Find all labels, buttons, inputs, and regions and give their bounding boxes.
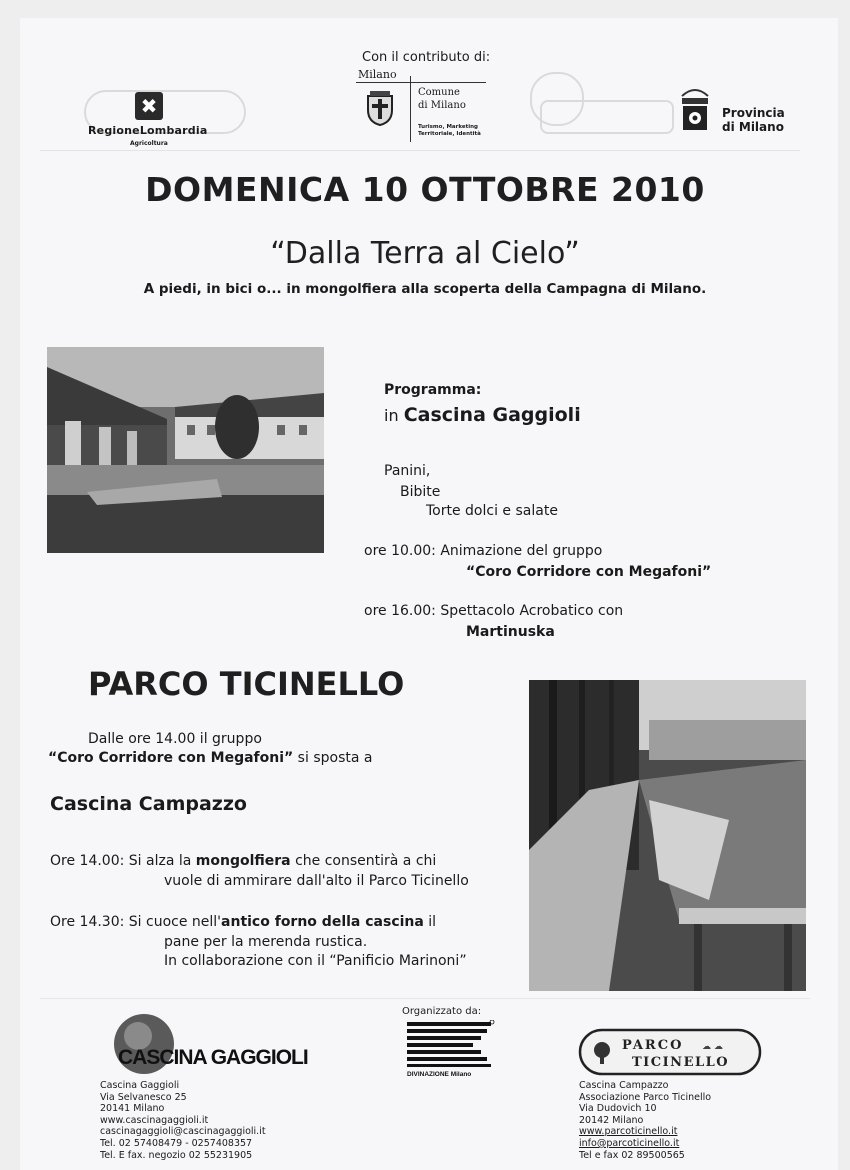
divinazione-logo-text: DIVINAZIONE Milano (407, 1071, 472, 1078)
parco-item-pre: Si alza la (128, 853, 196, 869)
parco-logo-line1: PARCO (622, 1038, 684, 1053)
regione-lombardia-logo-icon: ✖ (135, 92, 163, 120)
contact-line: 20141 Milano (100, 1103, 165, 1115)
parco-item (50, 912, 436, 932)
contact-email[interactable]: cascinagaggioli@cascinagaggioli.it (100, 1126, 266, 1138)
contact-email[interactable]: info@parcoticinello.it (579, 1137, 680, 1149)
provincia-milano-crest-icon (676, 84, 714, 134)
schedule-row (364, 543, 602, 559)
cloud-icon: ☁ ☁ (702, 1042, 723, 1052)
parco-intro-bold: “Coro Corridore con Megafoni” (48, 750, 294, 766)
parco-item-line2: vuole di ammirare dall'alto il Parco Ticinello (164, 873, 469, 889)
parco-item-time: Ore 14.30: (50, 914, 125, 930)
provincia-line1: Provincia (722, 106, 785, 120)
regione-sub: Agricoltura (130, 140, 168, 147)
menu-item: Panini, (384, 463, 431, 479)
menu-item: Bibite (400, 484, 441, 500)
event-title: “Dalla Terra al Cielo” (270, 236, 580, 271)
parco-intro-line2 (48, 750, 372, 766)
contact-line: Cascina Campazzo (579, 1080, 669, 1091)
parco-item-time: Ore 14.00: (50, 853, 125, 869)
organizzato-label: Organizzato da: (402, 1006, 482, 1017)
parco-item-pre: Si cuoce nell' (128, 914, 222, 930)
contact-line: Cascina Gaggioli (100, 1080, 180, 1091)
parco-item (50, 851, 436, 871)
comune-line1: Comune (418, 87, 460, 98)
schedule-text: Animazione del gruppo (440, 543, 603, 559)
contact-line: Tel. E fax. negozio 02 55231905 (100, 1149, 253, 1161)
programma-place: Cascina Gaggioli (403, 404, 581, 426)
contact-line: Tel e fax 02 89500565 (579, 1149, 685, 1161)
parco-ticinello-contacts (579, 1080, 711, 1161)
comune-turismo (418, 124, 481, 138)
cascina-gaggioli-logo-text: CASCINA GAGGIOLI (118, 1046, 308, 1069)
schedule-time: ore 16.00: (364, 603, 436, 619)
contact-line: 20142 Milano (579, 1114, 644, 1126)
comune-milano-name (418, 86, 466, 112)
parco-intro-line1: Dalle ore 14.00 il gruppo (88, 731, 262, 747)
parco-item-post: che consentirà a chi (290, 853, 437, 869)
programma-location (384, 404, 581, 426)
contact-line: Associazione Parco Ticinello (579, 1091, 712, 1103)
contact-link[interactable]: www.cascinagaggioli.it (100, 1114, 209, 1126)
parco-item-line2: pane per la merenda rustica. (164, 934, 368, 950)
contact-line: Tel. 02 57408479 - 0257408357 (100, 1137, 253, 1149)
menu-item: Torte dolci e salate (426, 503, 558, 519)
programma-label: Programma: (384, 382, 482, 398)
cascina-gaggioli-logo (112, 1012, 322, 1076)
contact-link[interactable]: www.parcoticinello.it (579, 1126, 678, 1138)
turismo-line2: Territoriale, Identità (418, 131, 481, 137)
divinazione-logo (407, 1020, 495, 1078)
contact-line: Via Selvanesco 25 (100, 1091, 187, 1103)
contact-line: Via Dudovich 10 (579, 1103, 657, 1115)
schedule-bold: Martinuska (466, 624, 555, 640)
comune-milano-crest-icon (364, 90, 396, 126)
header-divider (40, 150, 800, 151)
parco-item-post: il (423, 914, 437, 930)
schedule-bold: “Coro Corridore con Megafoni” (466, 564, 712, 580)
provincia-name (722, 106, 785, 134)
parco-intro-rest: si sposta a (293, 750, 373, 766)
ghost-logo-right (540, 100, 674, 134)
event-date: DOMENICA 10 OTTOBRE 2010 (145, 170, 705, 209)
parco-item-bold: mongolfiera (195, 853, 291, 869)
milano-divider (356, 82, 486, 83)
parco-ticinello-photo (529, 680, 806, 991)
schedule-row (364, 603, 623, 619)
schedule-text: Spettacolo Acrobatico con (440, 603, 624, 619)
regione-name: RegioneLombardia (88, 124, 208, 137)
milano-vertical-divider (410, 76, 411, 142)
parco-item-bold: antico forno della cascina (221, 914, 424, 930)
footer-divider (40, 998, 810, 999)
cascina-gaggioli-contacts (100, 1080, 266, 1161)
milano-label: Milano (358, 68, 397, 81)
schedule-time: ore 10.00: (364, 543, 436, 559)
contributo-label: Con il contributo di: (362, 50, 491, 65)
comune-line2: di Milano (418, 100, 466, 111)
parco-item-line3: In collaborazione con il “Panificio Marinoni” (164, 953, 467, 969)
parco-title: PARCO TICINELLO (88, 665, 405, 703)
cascina-gaggioli-photo (47, 347, 324, 553)
parco-logo-line2: TICINELLO (632, 1055, 730, 1070)
provincia-line2: di Milano (722, 120, 784, 134)
programma-in: in (384, 406, 399, 425)
parco-place: Cascina Campazzo (50, 793, 247, 815)
parco-ticinello-logo (578, 1028, 762, 1076)
turismo-line1: Turismo, Marketing (418, 124, 478, 130)
event-subtitle: A piedi, in bici o... in mongolfiera alla scoperta della Campagna di Milano. (143, 281, 707, 297)
